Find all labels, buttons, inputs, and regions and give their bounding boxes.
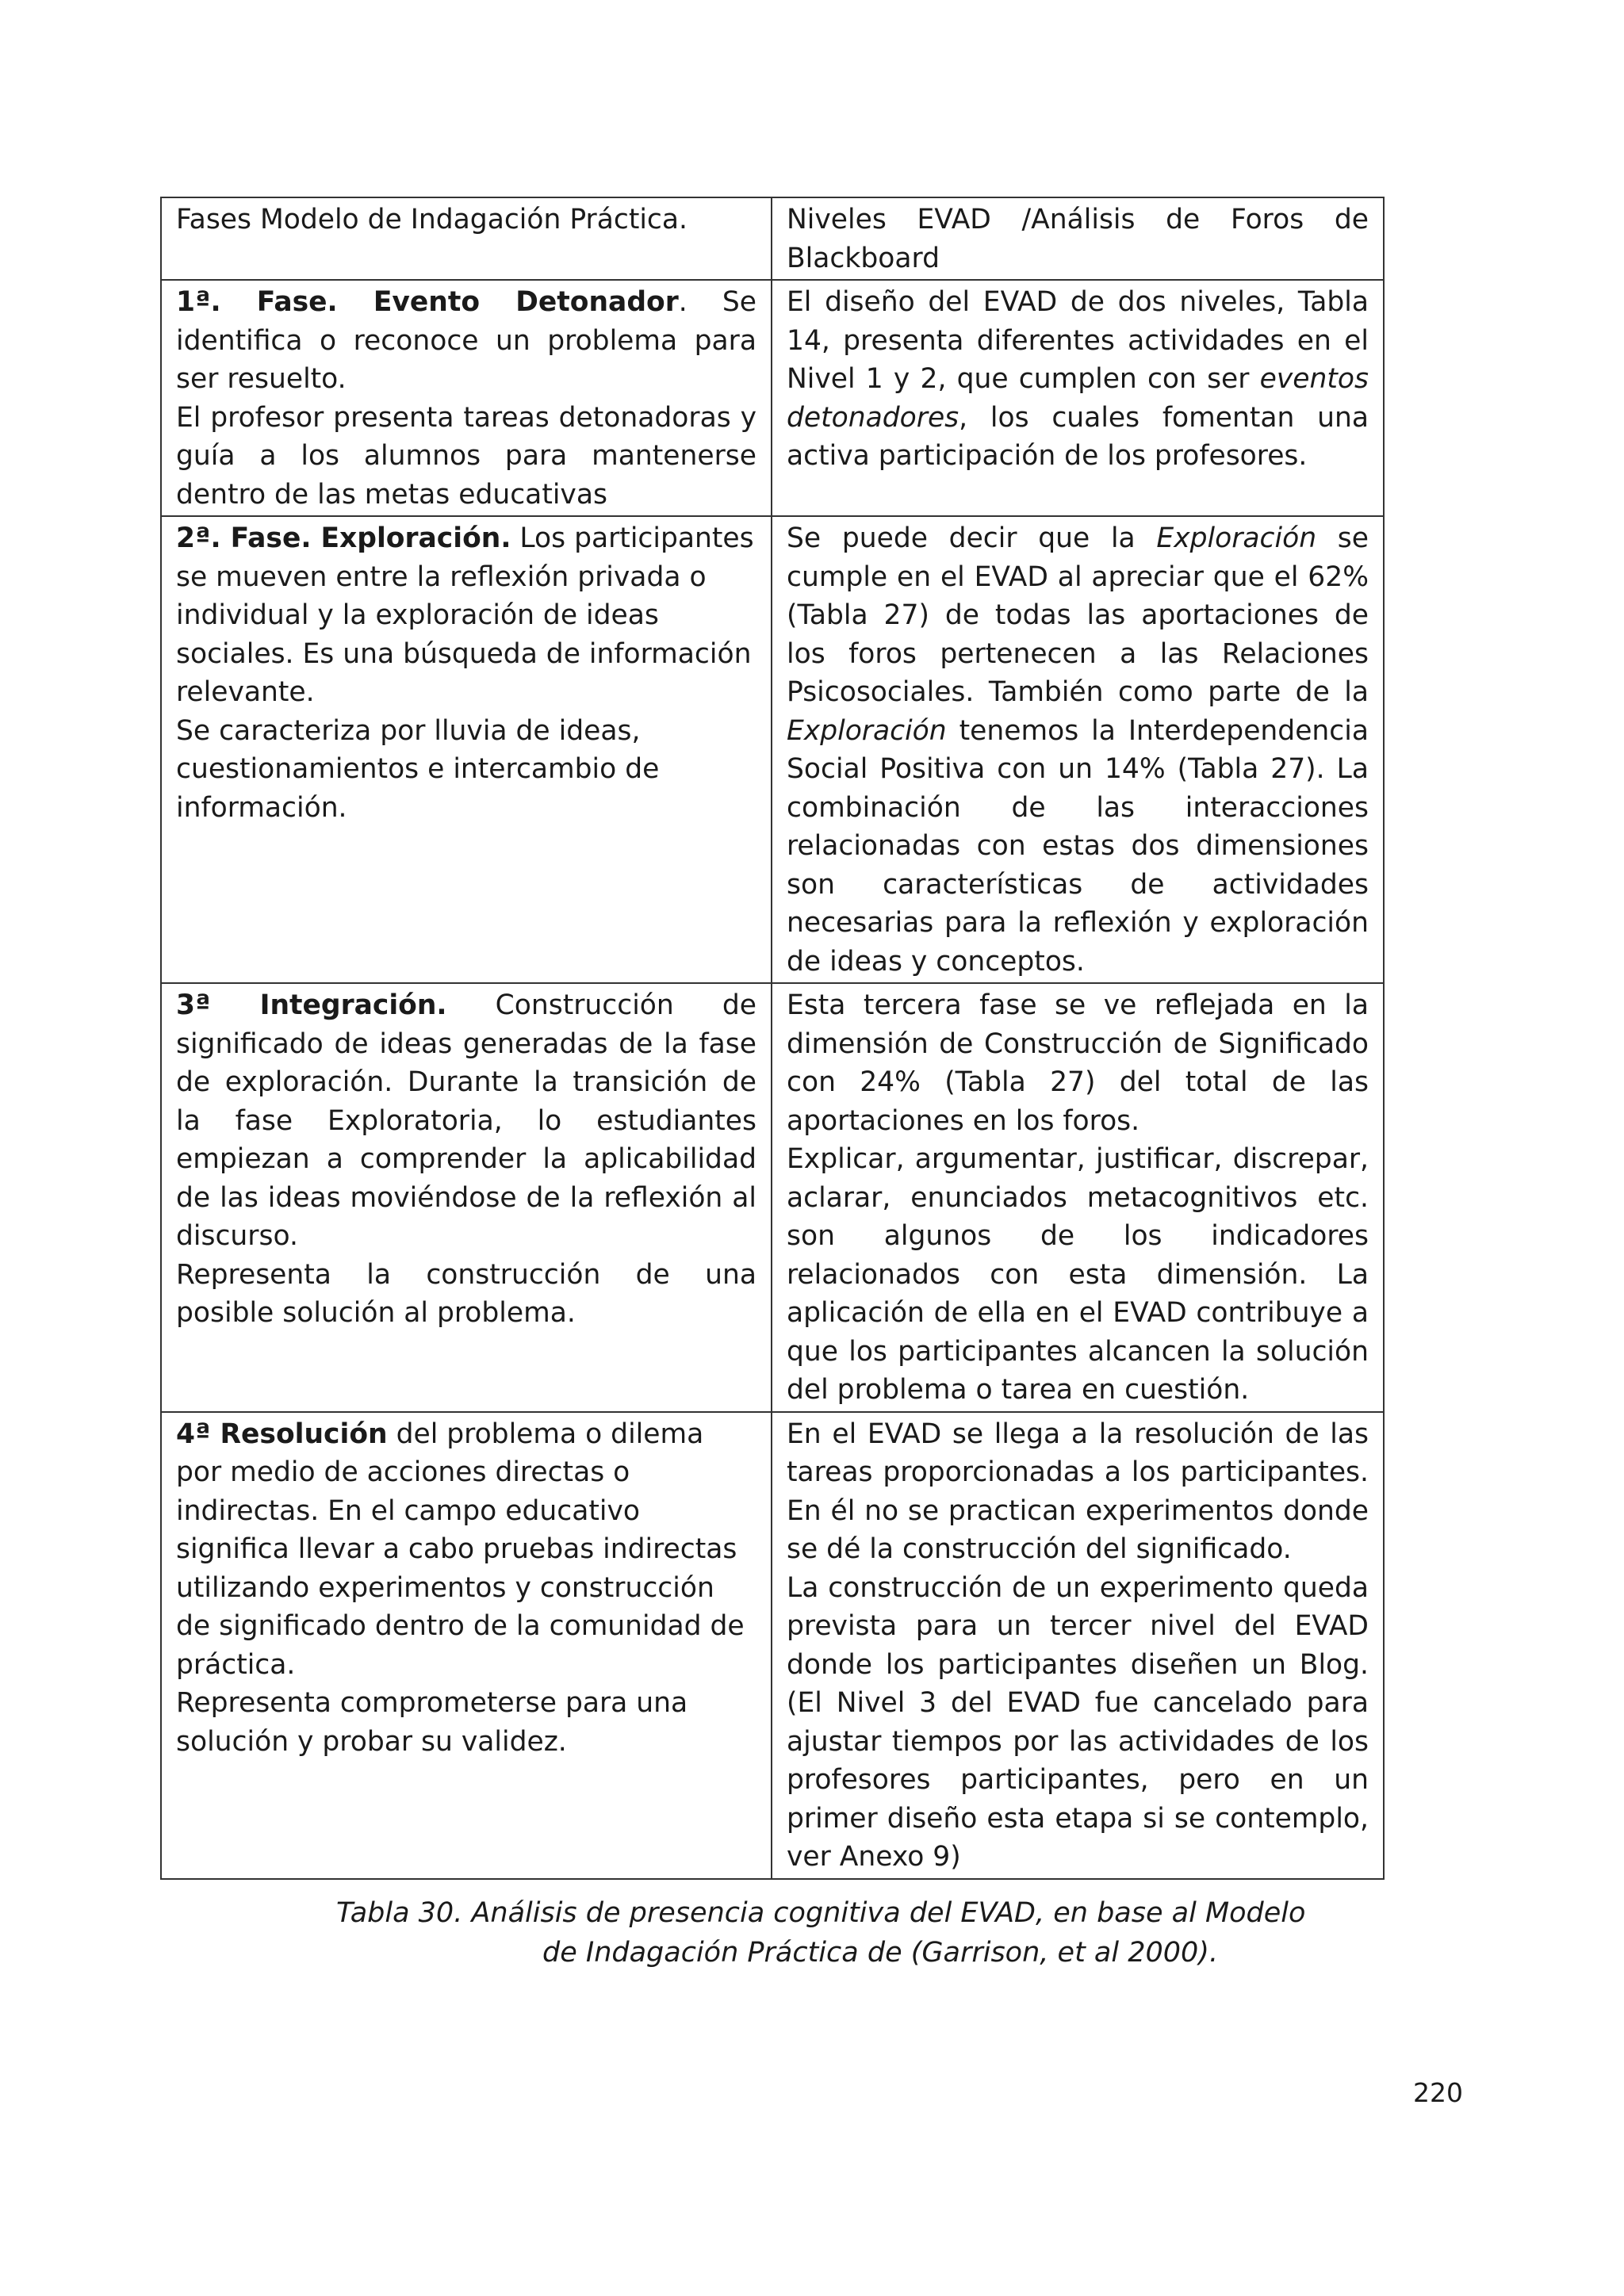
analysis-text-middle: se cumple en el EVAD al apreciar que el 62% (Tabla 27) de todas las aportaciones de los foros pertenecen a las Relaciones Psicosociales. También como parte de la: [787, 522, 1369, 708]
analysis-italic: Exploración: [1156, 522, 1317, 554]
phase-description: . Se identifica o reconoce un problema para ser resuelto.: [176, 286, 756, 395]
page-number: 220: [1413, 2077, 1463, 2108]
analysis-paragraph-2: La construcción de un experimento queda prevista para un tercer nivel del EVAD donde los participantes diseñen un Blog. (El Nivel 3 del EVAD fue cancelado para ajustar tiempos por las actividades de los profesores participantes, pero en un primer diseño esta etapa si se contemplo, ver Anexo 9): [787, 1571, 1369, 1873]
phase-paragraph-2: Representa comprometerse para una solución y probar su validez.: [176, 1687, 688, 1758]
analysis-text-end: tenemos la Interdependencia Social Positiva con un 14% (Tabla 27). La combinación de las interacciones relacionadas con estas dos dimensiones son características de actividades necesarias para la reflexión y exploración de ideas y conceptos.: [787, 714, 1369, 978]
phase-paragraph-2: Se caracteriza por lluvia de ideas, cuestionamientos e intercambio de información.: [176, 714, 660, 824]
phase-paragraph: [176, 1415, 756, 1685]
phase-paragraph-2: Representa la construcción de una posible solución al problema.: [176, 1258, 756, 1329]
phase-paragraph-2: El profesor presenta tareas detonadoras y guía a los alumnos para mantenerse dentro de las metas educativas: [176, 401, 756, 511]
table-row: [161, 516, 1384, 983]
table-row: [161, 280, 1384, 516]
table-row: [161, 1412, 1384, 1879]
analysis-cell: [772, 280, 1384, 516]
analysis-cell: [772, 1412, 1384, 1879]
phase-title: 4ª Resolución: [176, 1418, 388, 1450]
phase-title: 2ª. Fase. Exploración.: [176, 522, 511, 554]
phase-paragraph: [176, 986, 756, 1256]
analysis-paragraph-2: Explicar, argumentar, justificar, discrepar, aclarar, enunciados metacognitivos etc. son algunos de los indicadores relacionados con esta dimensión. La aplicación de ella en el EVAD contribuye a que los participantes alcancen la solución del problema o tarea en cuestión.: [787, 1143, 1369, 1406]
caption-line-2: de Indagación Práctica de (Garrison, et al 2000).: [542, 1937, 1219, 1969]
phase-title: 1ª. Fase. Evento Detonador: [176, 286, 679, 318]
analysis-text-end: , los cuales fomentan una activa participación de los profesores.: [787, 401, 1369, 472]
analysis-paragraph: Esta tercera fase se ve reflejada en la dimensión de Construcción de Significado con 24% (Tabla 27) del total de las aportaciones en los foros.: [787, 989, 1369, 1137]
analysis-text: Se puede decir que la: [787, 522, 1157, 554]
phase-cell: [161, 1412, 772, 1879]
analysis-italic-2: Exploración: [787, 714, 947, 747]
analysis-text: El diseño del EVAD de dos niveles, Tabla 14, presenta diferentes actividades en el Nivel 1 y 2, que cumplen con ser: [787, 286, 1369, 395]
phase-title: 3ª Integración.: [176, 989, 447, 1021]
analysis-cell: [772, 983, 1384, 1412]
phase-cell: [161, 516, 772, 983]
caption-line-1: Tabla 30. Análisis de presencia cognitiva del EVAD, en base al Modelo: [336, 1897, 1306, 1929]
header-right-text: Niveles EVAD /Análisis de Foros de Blackboard: [787, 204, 1369, 274]
phase-paragraph: [176, 283, 756, 399]
phase-description: Construcción de significado de ideas generadas de la fase de exploración. Durante la transición de la fase Exploratoria, lo estudiantes empiezan a comprender la aplicabilidad de las ideas moviéndose de la reflexión al discurso.: [176, 989, 756, 1252]
header-left-text: Fases Modelo de Indagación Práctica.: [176, 204, 688, 235]
analysis-paragraph: [787, 283, 1369, 476]
analysis-table: [160, 197, 1385, 1880]
header-right-cell: [772, 197, 1384, 280]
analysis-italic: eventos detonadores: [787, 363, 1369, 434]
table-row: [161, 983, 1384, 1412]
analysis-paragraph: En el EVAD se llega a la resolución de las tareas proporcionadas a los participantes. En él no se practican experimentos donde se dé la construcción del significado.: [787, 1418, 1369, 1565]
table-header-row: [161, 197, 1384, 280]
phase-cell: [161, 280, 772, 516]
analysis-cell: [772, 516, 1384, 983]
phase-description: del problema o dilema por medio de acciones directas o indirectas. En el campo educativo significa llevar a cabo pruebas indirectas utilizando experimentos y construcción de significado dentro de la comunidad de práctica.: [176, 1418, 745, 1681]
phase-paragraph: [176, 519, 756, 712]
phase-cell: [161, 983, 772, 1412]
header-left-cell: [161, 197, 772, 280]
analysis-paragraph: [787, 519, 1369, 981]
phase-description: Los participantes se mueven entre la reflexión privada o individual y la exploración de ideas sociales. Es una búsqueda de información relevante.: [176, 522, 754, 708]
